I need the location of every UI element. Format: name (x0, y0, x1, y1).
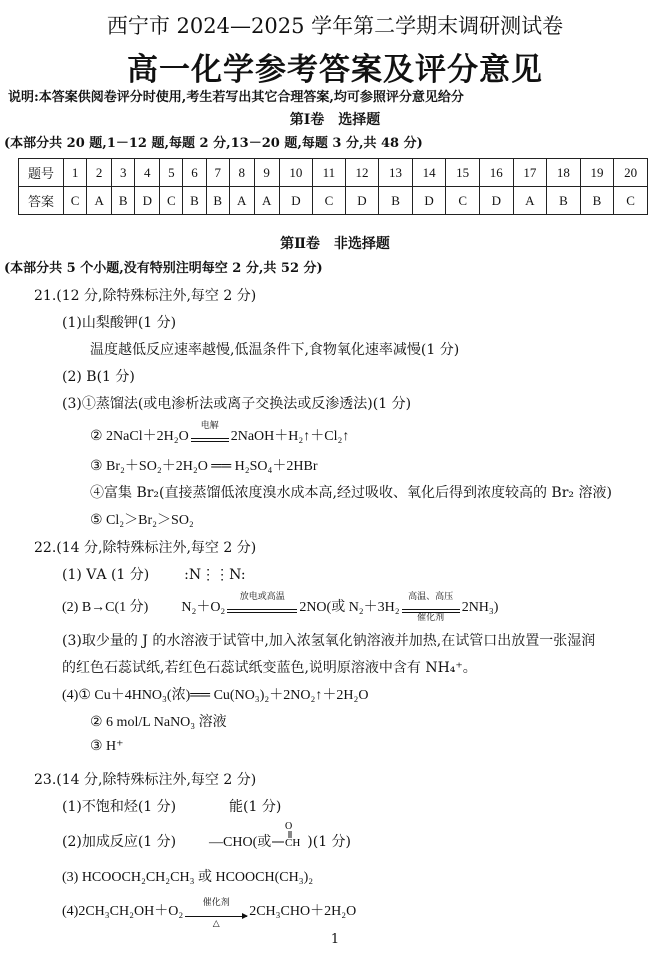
q21-heading: 21.(12 分,除特殊标注外,每空 2 分) (34, 288, 257, 304)
question-number-cell: 5 (160, 159, 183, 187)
q23-2-a: (2)加成反应(1 分) (62, 834, 177, 850)
part2-heading: 第Ⅱ卷 非选择题 (280, 236, 390, 252)
answer-cell: D (479, 187, 513, 215)
page-number: 1 (330, 932, 340, 947)
eq1-left: N₂＋O₂ (181, 600, 226, 615)
q23-answer-3: (3) HCOOCH₂CH₂CH₃ 或 HCOOCH(CH₃)₂ (62, 870, 314, 885)
answer-cell: A (229, 187, 254, 215)
q21-answer-1-explanation: 温度越低反应速率越慢,低温条件下,食物氧化速率减慢(1 分) (90, 342, 460, 358)
condition-text: 电解 (200, 420, 219, 430)
question-number-cell: 4 (135, 159, 160, 187)
q21-answer-2: (2) B(1 分) (62, 369, 135, 385)
answer-cell: D (412, 187, 446, 215)
answer-cell: D (135, 187, 160, 215)
q23-heading: 23.(14 分,除特殊标注外,每空 2 分) (34, 772, 257, 788)
question-number-cell: 19 (580, 159, 614, 187)
q21-answer-3-5: ⑤ Cl₂＞Br₂＞SO₂ (90, 513, 194, 528)
condition-bottom: △ (212, 918, 220, 928)
question-number-cell: 11 (313, 159, 345, 187)
q21-answer-1: (1)山梨酸钾(1 分) (62, 315, 177, 331)
row-label-question: 题号 (19, 159, 64, 187)
part1-scope: (本部分共 20 题,1－12 题,每题 2 分,13－20 题,每题 3 分,共 48 分) (4, 136, 423, 151)
answer-cell: C (614, 187, 648, 215)
discharge-condition (227, 591, 297, 613)
question-number-cell: 13 (379, 159, 413, 187)
question-number-cell: 6 (183, 159, 206, 187)
answer-cell: B (580, 187, 614, 215)
ch-label: CH (285, 837, 301, 849)
question-number-cell: 1 (64, 159, 87, 187)
condition-top: 催化剂 (202, 897, 230, 907)
question-number-cell: 10 (279, 159, 313, 187)
electrolysis-condition (191, 420, 229, 442)
question-number-cell: 12 (345, 159, 379, 187)
q22-answer-1 (62, 564, 246, 584)
q21-answer-3-3: ③ Br₂＋SO₂＋2H₂O ══ H₂SO₄＋2HBr (90, 459, 318, 474)
q23-answer-1 (62, 796, 281, 816)
q22-answer-3-line1: (3)取少量的 J 的水溶液于试管中,加入浓氢氧化钠溶液并加热,在试管口出放置一张湿润 (62, 633, 596, 649)
q22-answer-4-1: (4)① Cu＋4HNO₃(浓)══ Cu(NO₃)₂＋2NO₂↑＋2H₂O (62, 688, 369, 703)
oxygen-label: O (285, 821, 293, 832)
answer-table (18, 158, 648, 215)
question-number-cell: 3 (112, 159, 135, 187)
exam-title: 西宁市 2024—2025 学年第二学期末调研测试卷 (106, 14, 564, 38)
answer-cell: A (87, 187, 112, 215)
condition-top: 高温、高压 (408, 591, 454, 601)
q23-2-b: —CHO(或 (209, 835, 272, 850)
row-label-answer: 答案 (19, 187, 64, 215)
question-number-cell: 18 (547, 159, 581, 187)
eq2-right: 2NH₃) (461, 600, 499, 615)
question-number-cell: 8 (229, 159, 254, 187)
question-number-cell: 2 (87, 159, 112, 187)
q22-answer-4-2: ② 6 mol/L NaNO₃ 溶液 (90, 715, 227, 730)
q23-1-b: 能(1 分) (229, 799, 282, 815)
q22-heading: 22.(14 分,除特殊标注外,每空 2 分) (34, 540, 257, 556)
answer-cell: C (446, 187, 480, 215)
group-answer: (1) ⅤA (1 分) (62, 567, 150, 583)
answer-row (19, 187, 648, 215)
answer-cell: B (183, 187, 206, 215)
question-number-row (19, 159, 648, 187)
ammonia-condition (402, 591, 460, 622)
q23-4-right: 2CH₃CHO＋2H₂O (249, 904, 357, 919)
q21-answer-3-1: (3)①蒸馏法(或电渗析法或离子交换法或反渗透法)(1 分) (62, 396, 412, 412)
q23-1-a: (1)不饱和烃(1 分) (62, 799, 177, 815)
answer-cell: C (160, 187, 183, 215)
q23-4-left: (4)2CH₃CH₂OH＋O₂ (62, 904, 184, 919)
aldehyde-structure (271, 821, 307, 850)
part2-scope: (本部分共 5 个小题,没有特别注明每空 2 分,共 52 分) (4, 261, 323, 276)
q21-answer-3-2 (90, 420, 350, 445)
q23-answer-2 (62, 821, 352, 851)
eq1-right: 2NO(或 N₂＋3H₂ (299, 600, 400, 615)
part1-heading: 第Ⅰ卷 选择题 (289, 112, 381, 128)
q22-answer-2 (62, 591, 499, 622)
q23-2-c: )(1 分) (307, 834, 352, 850)
answer-cell: B (206, 187, 229, 215)
scoring-note: 说明:本答案供阅卷评分时使用,考生若写出其它合理答案,均可参照评分意见给分 (8, 90, 464, 105)
q21-answer-3-4: ④富集 Br₂(直接蒸馏低浓度溴水成本高,经过吸收、氧化后得到浓度较高的 Br₂ 溶液) (90, 485, 612, 501)
q22-answer-4-3: ③ H⁺ (90, 739, 124, 754)
oxidation-condition (185, 897, 247, 928)
answer-cell: C (313, 187, 345, 215)
q22-answer-3-line2: 的红色石蕊试纸,若红色石蕊试纸变蓝色,说明原溶液中含有 NH₄⁺。 (62, 660, 477, 676)
q23-answer-4 (62, 897, 357, 928)
question-number-cell: 15 (446, 159, 480, 187)
document-title: 高一化学参考答案及评分意见 (127, 52, 543, 88)
question-number-cell: 7 (206, 159, 229, 187)
q21-eq-right: 2NaOH＋H₂↑＋Cl₂↑ (230, 429, 350, 444)
question-number-cell: 20 (614, 159, 648, 187)
answer-cell: D (279, 187, 313, 215)
question-number-cell: 9 (254, 159, 279, 187)
q21-eq-left: ② 2NaCl＋2H₂O (90, 429, 189, 444)
question-number-cell: 17 (513, 159, 547, 187)
answer-cell: B (547, 187, 581, 215)
answer-cell: D (345, 187, 379, 215)
condition-text: 放电或高温 (239, 591, 285, 601)
answer-cell: C (64, 187, 87, 215)
condition-bottom: 催化剂 (417, 612, 445, 622)
n2-electron-structure: :N⋮⋮N: (184, 567, 246, 583)
q22-part2-label: (2) B→C(1 分) (62, 600, 149, 615)
question-number-cell: 14 (412, 159, 446, 187)
answer-cell: A (254, 187, 279, 215)
answer-cell: A (513, 187, 547, 215)
answer-cell: B (379, 187, 413, 215)
answer-cell: B (112, 187, 135, 215)
question-number-cell: 16 (479, 159, 513, 187)
